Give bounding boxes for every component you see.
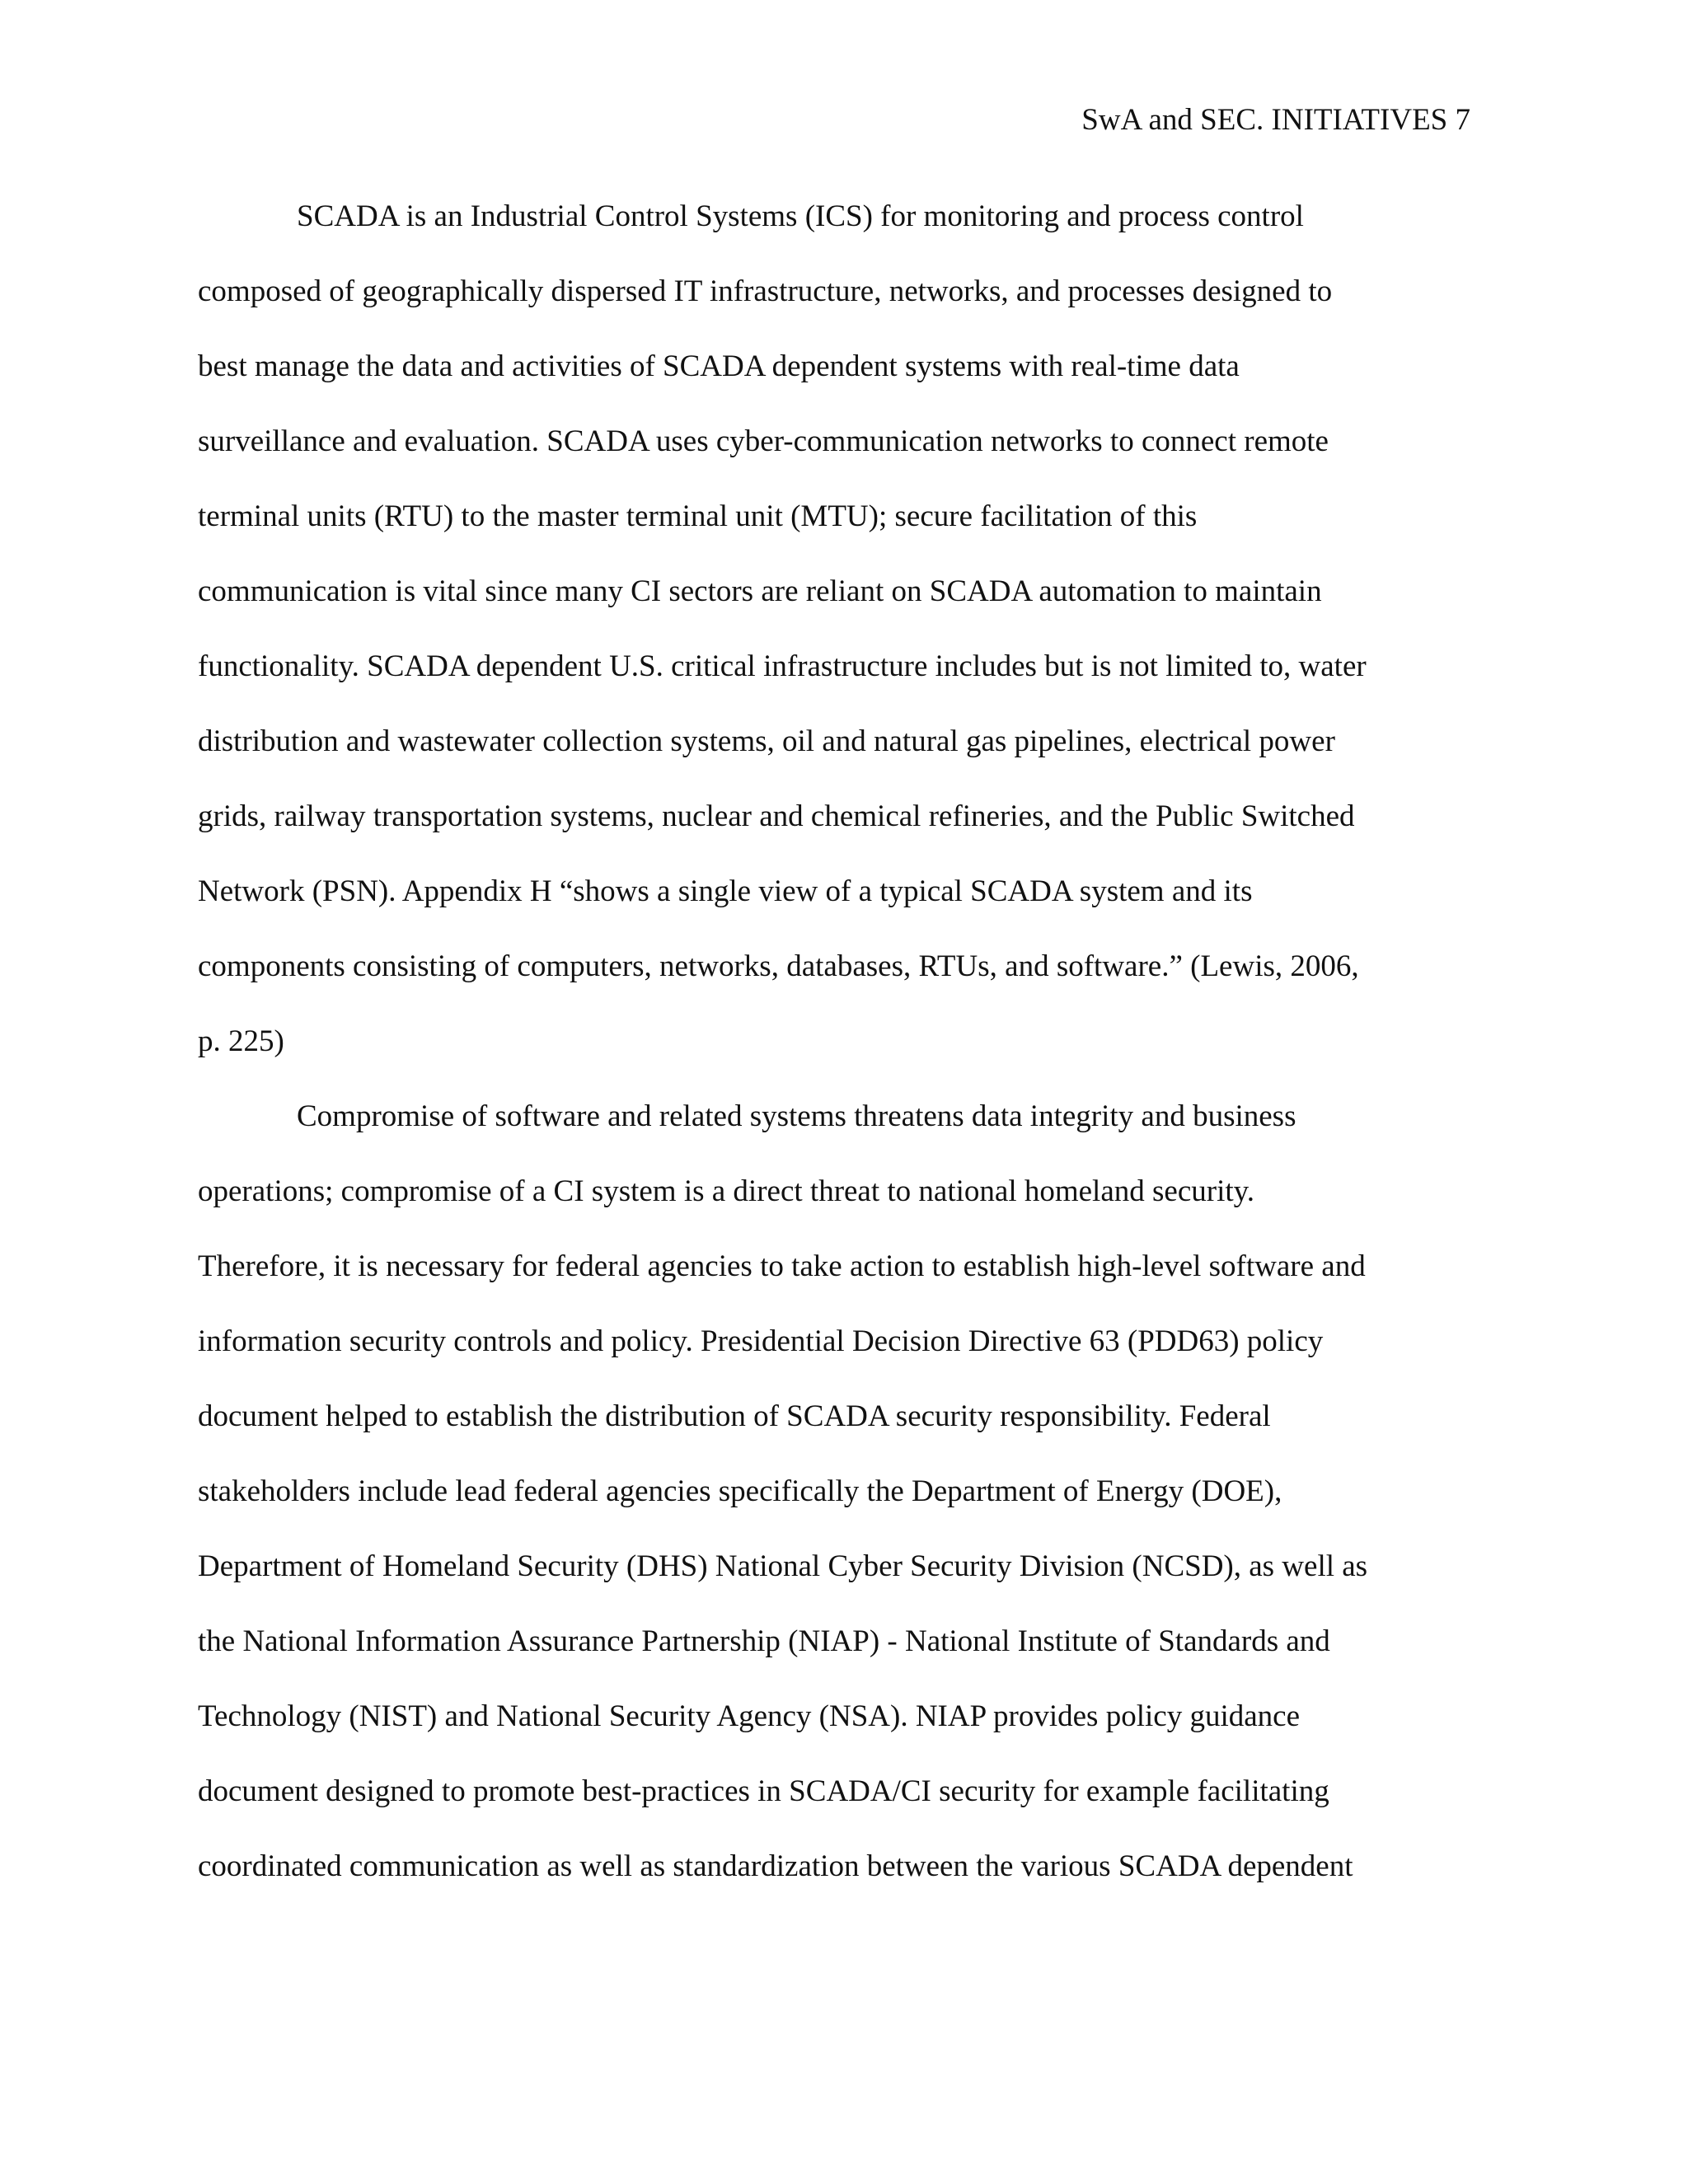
paragraph-2-line-9: Technology (NIST) and National Security Agency (NSA). NIAP provides policy guidance (198, 1699, 1300, 1733)
paragraph-2-line-7: Department of Homeland Security (DHS) National Cyber Security Division (NCSD), as well as (198, 1549, 1368, 1583)
paragraph-2-line-4: information security controls and policy. Presidential Decision Directive 63 (PDD63) policy (198, 1324, 1324, 1358)
paragraph-1-line-8: distribution and wastewater collection systems, oil and natural gas pipelines, electrical power (198, 724, 1335, 758)
paragraph-2-line-11: coordinated communication as well as standardization between the various SCADA dependent (198, 1849, 1353, 1883)
paragraph-1-line-2: composed of geographically dispersed IT infrastructure, networks, and processes designed to (198, 274, 1333, 308)
paragraph-2-line-5: document helped to establish the distribution of SCADA security responsibility. Federal (198, 1399, 1271, 1433)
paragraph-2-line-1: Compromise of software and related systems threatens data integrity and business (297, 1099, 1296, 1133)
paragraph-1-line-10: Network (PSN). Appendix H “shows a single view of a typical SCADA system and its (198, 874, 1253, 908)
paragraph-1-line-6: communication is vital since many CI sectors are reliant on SCADA automation to maintain (198, 574, 1322, 608)
paragraph-1-line-9: grids, railway transportation systems, nuclear and chemical refineries, and the Public Switched (198, 799, 1355, 833)
paragraph-2-line-2: operations; compromise of a CI system is a direct threat to national homeland security. (198, 1174, 1254, 1208)
paragraph-2-line-3: Therefore, it is necessary for federal agencies to take action to establish high-level software and (198, 1249, 1366, 1283)
paragraph-1-line-3: best manage the data and activities of SCADA dependent systems with real-time data (198, 349, 1240, 383)
paragraph-2-line-10: document designed to promote best-practices in SCADA/CI security for example facilitating (198, 1774, 1329, 1808)
paragraph-1-line-5: terminal units (RTU) to the master terminal unit (MTU); secure facilitation of this (198, 499, 1198, 533)
paragraph-1-line-11: components consisting of computers, networks, databases, RTUs, and software.” (Lewis, 2006, (198, 949, 1359, 983)
paragraph-2-line-6: stakeholders include lead federal agencies specifically the Department of Energy (DOE), (198, 1474, 1282, 1508)
running-head: SwA and SEC. INITIATIVES 7 (1081, 103, 1470, 137)
paragraph-1-line-7: functionality. SCADA dependent U.S. critical infrastructure includes but is not limited to, water (198, 649, 1367, 683)
paragraph-1-line-4: surveillance and evaluation. SCADA uses cyber-communication networks to connect remote (198, 424, 1329, 458)
paragraph-2-line-8: the National Information Assurance Partnership (NIAP) - National Institute of Standards and (198, 1624, 1330, 1658)
paragraph-1-line-12: p. 225) (198, 1024, 284, 1058)
paragraph-1-line-1: SCADA is an Industrial Control Systems (ICS) for monitoring and process control (297, 199, 1304, 233)
